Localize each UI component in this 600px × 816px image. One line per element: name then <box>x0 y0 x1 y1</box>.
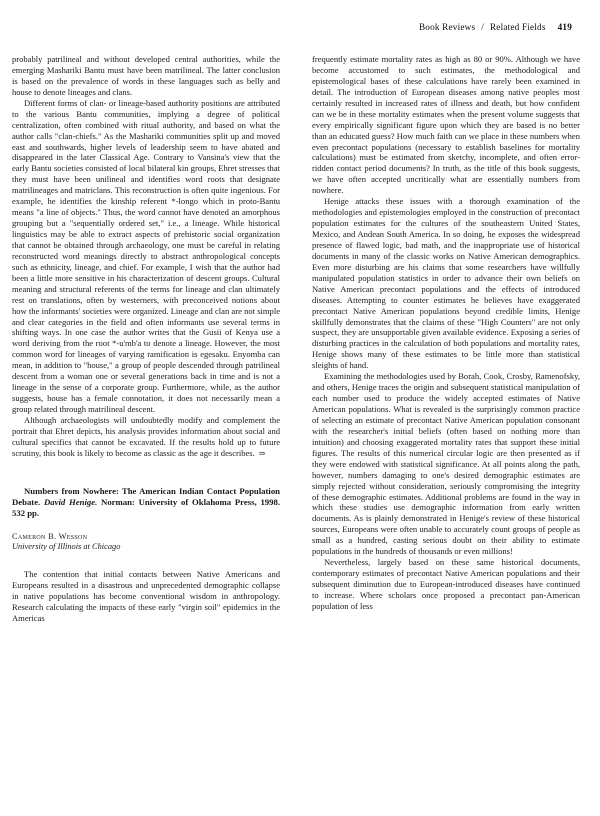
header-section: Book Reviews <box>418 22 476 32</box>
right-paragraph-4: Nevertheless, largely based on these same historical documents, contemporary estimates of precontact Native American populations and their subsequent diminution due to European-introduced diseases have continued to increase. Where scholars once proposed a precontact pan-American population of less <box>312 557 580 611</box>
right-paragraph-3: Examining the methodologies used by Borah, Cook, Crosby, Ramenofsky, and others, Henige traces the origin and subsequent statistical manipulation of each number used to produce the widely accepted estimates of Native American populations. What is revealed is the surprisingly common practice of selecting an estimate of precontact Native American population consonant with the researcher's initial beliefs (often based on nothing more than intuition) and choosing exaggerated mortality rates that support these initial figures. The results of this numerical circular logic are then presented as if they were endowed with statistical significance. At all points along the path, however, numbers damaging to one's desired demographic estimates are simply rejected without consideration, seriously compromising the integrity of these demographic estimates. Additional problems are found in the way in which these studies use demographic information from early written documents. As is plainly demonstrated in Henige's review of these historical sources, Europeans were often unable to accurately count groups of people as small as a hundred, casting serious doubt on their ability to estimate populations in the hundreds of thousands or even millions! <box>312 371 580 557</box>
reviewer-affiliation: University of Illinois at Chicago <box>12 542 121 552</box>
left-paragraph-3 <box>12 415 280 460</box>
right-column <box>312 54 580 612</box>
header-subsection: Related Fields <box>489 22 546 32</box>
book-publisher: Norman: University of Oklahoma Press, 1998. 532 pp. <box>12 496 280 518</box>
review-heading <box>12 486 280 553</box>
reviewer-name: Cameron B. Wesson <box>12 531 88 541</box>
running-header <box>419 22 572 32</box>
right-paragraph-1: frequently estimate mortality rates as high as 80 or 90%. Although we have become accustomed to such estimates, the methodological and epistemological bases of these calculations have rarely been examined in detail. The introduction of European diseases among native peoples most certainly resulted in increased rates of illness and death, but how confident can we be in these mortality estimates when the present volume suggests that every empirically significant figure upon which they are based is no better than an educated guess? How much faith can we place in these numbers when even precontact populations (necessary to establish baselines for mortality calculations) must be estimated from sketchy, incomplete, and often error-ridden contact period documents? In truth, as the title of this book suggests, we have often accepted uncritically what are essentially numbers from nowhere. <box>312 54 580 196</box>
right-paragraph-2: Henige attacks these issues with a thorough examination of the methodologies and epistemologies employed in the construction of precontact population estimates for the cultures of the southeastern United States, Mexico, and Andean South America. In so doing, he exposes the widespread presence of flawed logic, bad math, and the inappropriate use of historical documents in many of the classic works on Native American demographics. Even more disturbing are his claims that some researchers have willfully manipulated population statistics in order to advance their own beliefs on Native American precontact populations and the effects of introduced diseases. Attempting to counter estimates he believes have exaggerated precontact Native American populations beyond credible limits, Henige skillfully demonstrates that the claims of these "High Counters" are not only suspect, they are unsupportable given available evidence. Exposing a series of disturbing practices in the calculation of both populations and mortality rates, Henige shows many of these estimates to be little more than statistical sleights of hand. <box>312 196 580 371</box>
page-number: 419 <box>557 22 572 32</box>
header-separator: / <box>481 22 484 32</box>
review-paragraph-1: The contention that initial contacts between Native Americans and Europeans resulted in a disastrous and unprecedented demographic collapse in native populations has become conventional wisdom in anthropology. Research calculating the impacts of these early "virgin soil" epidemics in the Americas <box>12 568 280 623</box>
spacer <box>12 553 280 569</box>
book-author: David Henige. <box>44 496 98 507</box>
book-title: Numbers from Nowhere: The American Indian Contact Population Debate. <box>12 485 280 507</box>
end-of-review-mark: ⇒ <box>258 448 266 458</box>
left-paragraph-2: Different forms of clan- or lineage-based authority positions are attributed to the various Bantu communities, implying a degree of political centralization, often combined with ritual authority, and based on what the author calls "clan-chiefs." As the Mashariki communities split up and moved east and southwards, higher levels of leadership seem to have abated and disappeared in the later Classical Age. Contrary to Vansina's view that the early Bantu societies consisted of local bilateral kin groups, Ehret stresses that they must have been unilineal and identifies word roots that designate matrilineages and matriclans. This reconstruction is often quite ingenious. For example, he identifies the kinship referent *-longo which in proto-Bantu means "a line of objects." Thus, the word cannot have denoted an amorphous grouping but a "sequentially ordered set," i.e., a lineage. While historical linguistics may be able to extract aspects of prehistoric social organization that cannot be obtained through archaeology, one must be careful in relating reconstructed word meanings directly to abstract anthropological concepts such as ethnicity, lineage, and chief. For example, I wish that the author had been a little more sensitive in his characterization of descent groups. Cultural meaning and structural referents of the terms for lineage and clan ultimately rest on translations, often by westerners, with preconceived notions about how the informants' societies were organized. Lineage and clan are not simple and clear categories in the field and often informants use several terms in shifting ways. In one case the author writes that the Gusii of Kenya use a word deriving from the root *-u'mb'a to denote a lineage. However, the most common word for lineages of varying ramification is egesaku. Enyomba can mean, in addition to "house," a group of people descended through patrilineal descent from a woman one or several generations back in time and is not a lineage in the sense of a corporate group. Furthermore, while, as the author suggests, house has a female connotation, it does not necessarily mean a group related through matrilineal descent. <box>12 97 280 414</box>
reviewer-block <box>12 532 280 553</box>
left-paragraph-1: probably patrilineal and without developed central authorities, while the emerging Mashariki Bantu must have been matrilineal. The latter conclusion is based on the prevalence of words in these languages such as belly and house to denote lineages and clans. <box>12 54 280 97</box>
left-column <box>12 54 280 624</box>
left-paragraph-3-text: Although archaeologists will undoubtedly modify and complement the portrait that Ehret depicts, his analysis provides information about social and cultural specifics that cannot be excavated. If the results hold up to future scrutiny, this book is likely to become as classic as the age it describes. <box>12 414 280 458</box>
review-citation <box>12 486 280 519</box>
